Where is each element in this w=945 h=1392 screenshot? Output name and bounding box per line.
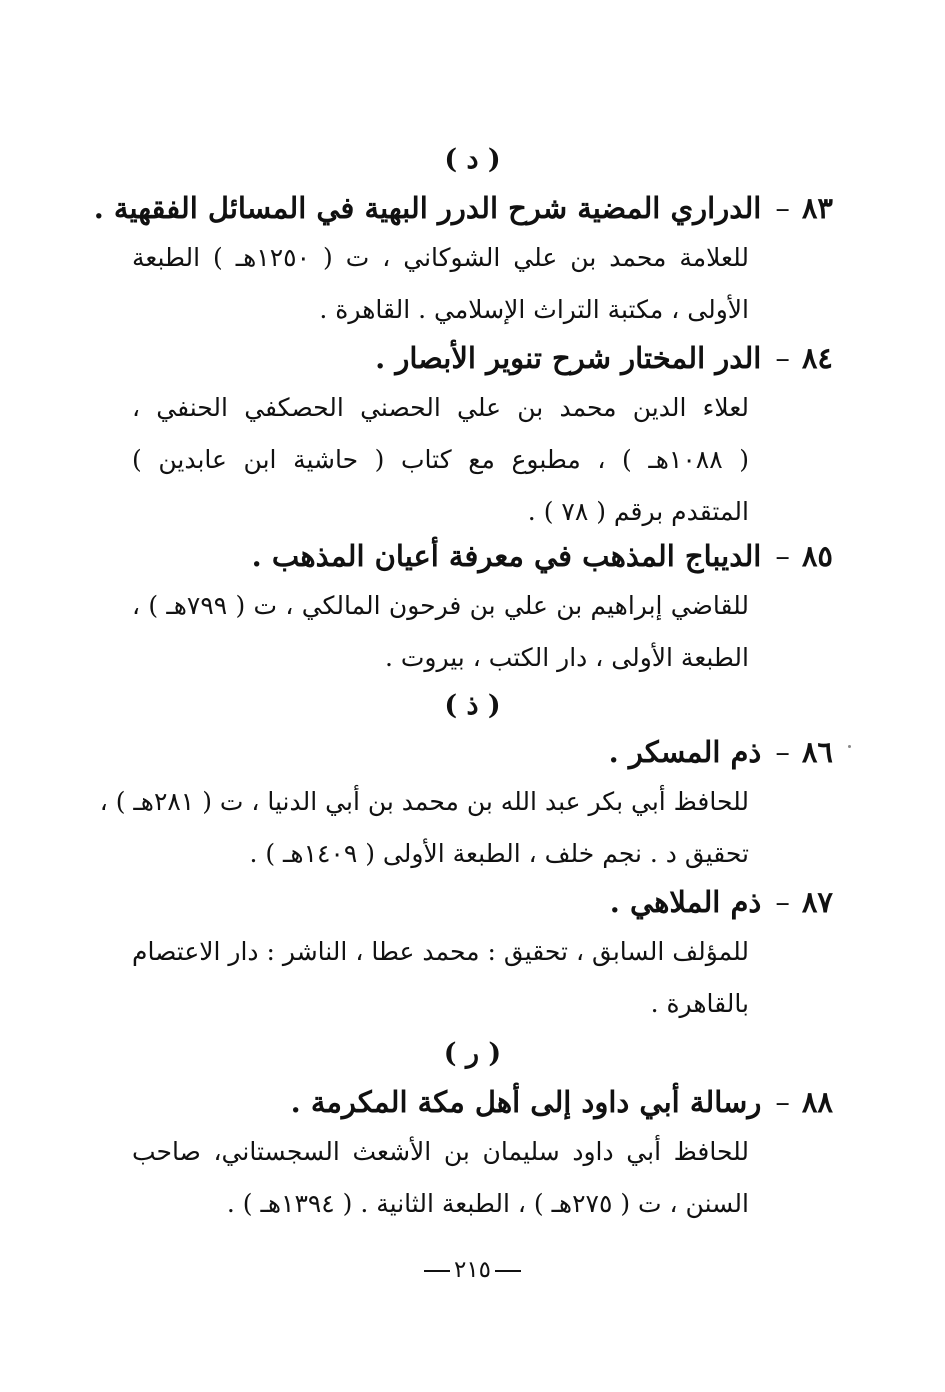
entry-body-83 xyxy=(132,232,749,336)
scan-speck xyxy=(848,745,851,748)
entry-body-88 xyxy=(132,1126,749,1230)
entry-line: المتقدم برقم ( ٧٨ ) . xyxy=(527,497,749,526)
entry-line: ( ١٠٨٨هـ ) ، مطبوع مع كتاب ( حاشية ابن عابدين ) xyxy=(132,445,749,474)
entry-title-text: رسالة أبي داود إلى أهل مكة المكرمة . xyxy=(290,1085,762,1119)
entry-line: بالقاهرة . xyxy=(650,989,749,1018)
entry-title-87 xyxy=(120,882,833,922)
entry-line: للمؤلف السابق ، تحقيق : محمد عطا ، الناشر : دار الاعتصام xyxy=(132,937,749,966)
entry-title-83 xyxy=(93,188,833,228)
entry-dash: – xyxy=(775,885,790,919)
entry-number: ٨٧ xyxy=(801,885,833,919)
entry-number: ٨٤ xyxy=(801,341,833,375)
entry-line: لعلاء الدين محمد بن علي الحصني الحصكفي الحنفي ، xyxy=(132,393,749,422)
entry-title-84 xyxy=(120,338,833,378)
section-header-dhal: ( ذ ) xyxy=(444,690,501,721)
entry-line: للعلامة محمد بن علي الشوكاني ، ت ( ١٢٥٠هـ ) الطبعة xyxy=(132,243,749,272)
entry-line: السنن ، ت ( ٢٧٥هـ ) ، الطبعة الثانية . ( ١٣٩٤هـ ) . xyxy=(226,1189,749,1218)
entry-title-text: الدر المختار شرح تنوير الأبصار . xyxy=(375,341,762,375)
entry-dash: – xyxy=(775,735,790,769)
entry-title-text: ذم الملاهي . xyxy=(609,885,762,919)
entry-number: ٨٦ xyxy=(801,735,833,769)
entry-number: ٨٣ xyxy=(801,191,833,225)
entry-title-text: ذم المسكر . xyxy=(608,735,762,769)
entry-title-86 xyxy=(120,732,833,772)
entry-number: ٨٨ xyxy=(801,1085,833,1119)
entry-number: ٨٥ xyxy=(801,539,833,573)
entry-dash: – xyxy=(775,1085,790,1119)
entry-body-86 xyxy=(99,776,749,880)
entry-dash: – xyxy=(775,191,790,225)
entry-line: للحافظ أبي بكر عبد الله بن محمد بن أبي الدنيا ، ت ( ٢٨١هـ ) ، xyxy=(99,787,749,816)
entry-line: الأولى ، مكتبة التراث الإسلامي . القاهرة . xyxy=(319,295,749,324)
entry-body-84 xyxy=(132,382,749,538)
entry-title-text: الديباج المذهب في معرفة أعيان المذهب . xyxy=(251,539,762,573)
entry-title-85 xyxy=(120,536,833,576)
entry-body-87 xyxy=(132,926,749,1030)
entry-line: للقاضي إبراهيم بن علي بن فرحون المالكي ، ت ( ٧٩٩هـ ) ، xyxy=(132,591,749,620)
entry-title-88 xyxy=(120,1082,833,1122)
page-number: ٢١٥ xyxy=(453,1257,492,1283)
entry-line: للحافظ أبي داود سليمان بن الأشعث السجستاني، صاحب xyxy=(132,1137,749,1166)
section-header-ra: ( ر ) xyxy=(443,1038,502,1069)
entry-dash: – xyxy=(775,341,790,375)
entry-line: تحقيق د . نجم خلف ، الطبعة الأولى ( ١٤٠٩هـ ) . xyxy=(249,839,749,868)
entry-body-85 xyxy=(132,580,749,684)
section-header-dal: ( د ) xyxy=(444,144,501,175)
entry-title-text: الدراري المضية شرح الدرر البهية في المسائل الفقهية . xyxy=(93,191,762,225)
page-footer xyxy=(0,1250,945,1290)
entry-line: الطبعة الأولى ، دار الكتب ، بيروت . xyxy=(384,643,749,672)
footer-rule-right xyxy=(495,1270,521,1272)
footer-rule-left xyxy=(424,1270,450,1272)
entry-dash: – xyxy=(775,539,790,573)
